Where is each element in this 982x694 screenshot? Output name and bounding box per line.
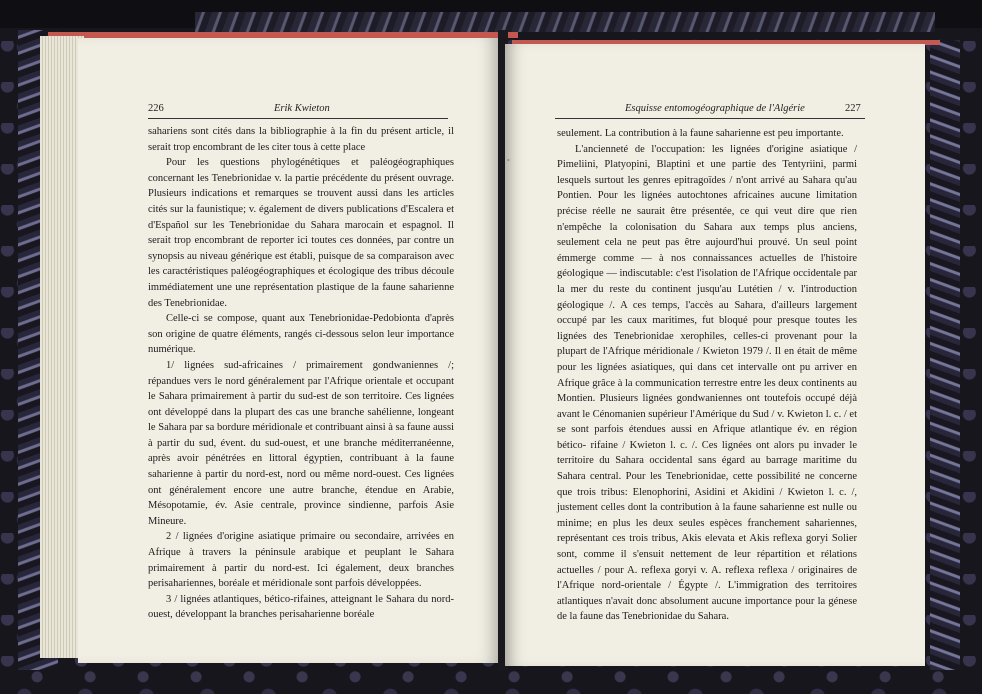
running-header-right: Esquisse entomogéographique de l'Algérie [625,103,805,114]
marbled-cover-top [195,12,935,32]
paragraph: L'ancienneté de l'occupation: les lignées d'origine asiatique / Pimeliini, Platyopini, Blaptini et une partie des Tentyriini, parmi lesquels surtout les genres epitragoïdes / n'ont arrivé au Sahara qu'au Pontien. Pour les lignées autochtones africaines aucune limitation précise réelle ne saurait être présentée, ce qui veut dire que rien n'empêche la colonisation du Sahara aux temps plus anciens, seulement cela ne peut pas être aujourd'hui prouvé. Un seul point émmerge comme — à nos connaissances actuelles de l'histoire géologique — indiscutable: c'est l'isolation de l'Afrique occidentale par la mer du reste du continent jusqu'au Lutétien / v. l'introduction géologique /. A ces temps, l'accès au Sahara, d'ailleurs largement occupé par les caux maritimes, fut bloqué pour presque toutes les lignées des Tenebrionidae xerophiles, celles-ci provenant pour la plupart de l'Afrique méridionale / Kwieton 1979 /. Il en était de même pour les lignées asiatiques, qui dans cet intervalle ont pu arriver en Afrique grâce à la communication terrestre entre les deux continents au Montien. Plusieurs lignées gondwaniennes ont toutefois occupé déjà avant le Cénomanien supérieur l'Amérique du Sud / v. Kwieton l. c. / et se sont parfois étendues aussi en Afrique atlantique év. en région bético- rifaine / Kwieton l. c. /. Ces lignées ont alors pu invader le territoire du Sahara occidental sans égard au barrage maritime du Sahara central. Pour les Tenebrionidae, cette possibilité ne concerne que trois tribus: Elenophorini, Asidini et Akidini / Kwieton l. c. /, justement celles dont la contribution à la faune saharienne est nulle ou minime; en plus les deux seules espèces franchement sahariennes, représentant ces trois tribus, Akis elevata et Akis reflexa goryi Solier sont, comme il s'ensuit nettement de leur répartition et rélations actuelles / pour A. reflexa goryi v. A. reflexa reflexa / originaires de l'Afrique nord-orientale / Égypte /. L'immigration des territoires atlantiques n'avait donc absolument aucune importance pour la génese de la faune das Tenebrionidae du Sahara. [557,143,857,623]
paragraph: 1/ lignées sud-africaines / primairement gondwaniennes /; répandues vers le nord généralement par l'Afrique orientale et occupant le Sahara primairement à partir du sud-est de son territoire. Ces lignées ont développé dans la plupart des cas une branche sahélienne, longeant le Sahara par sa bordure méridionale et contribuant ainsi à sa faune aussi à partir du sud, évent. du sud-ouest, et une branche méditerranéenne, après avoir pénétrées en littoral égyptien, contribuant à la faune saharienne à partir du nord-est, nord ou même nord-ouest. Ces lignées ont généralement encore une autre branche, étendue en Arabie, Mésopotamie, év. Asie centrale, province sindienne, parfois Asie Mineure. [148,359,454,527]
left-page-body [148,124,454,623]
page-number-left: 226 [148,103,164,114]
paragraph: sahariens sont cités dans la bibliographie à la fin du présent article, il serait trop encombrant de les citer tous à cette place [148,126,454,153]
running-header-left: Erik Kwieton [274,103,330,114]
paragraph: Celle-ci se compose, quant aux Tenebrionidae-Pedobionta d'après son origine de quatre éléments, rangés ci-dessous selon leur importance numérique. [148,313,454,356]
header-rule-right [555,118,865,119]
paragraph: 3 / lignées atlantiques, bético-rifaines, atteignant le Sahara du nord-ouest, développant la branches perisaharienne boréale [148,593,454,621]
header-rule-left [148,118,448,119]
marbled-cover-right [930,40,960,670]
right-page-body [557,126,857,625]
paragraph: Pour les questions phylogénétiques et paléogéographiques concernant les Tenebrionidae v. la partie précédente du présent ouvrage. Plusieurs indications et remarques se trouvent aussi dans les articles cités sur la faunistique; v. également de divers publications d'Escalera et d'Español sur les Tenebrionidae du Sahara marocain et espagnol. Il serait trop encombrant de reporter ici toutes ces données, par contre un synopsis au niveau générique est établi, puisque de sa comparaison avec les caractéristiques paléogéographiques et écologique des tribus découle immédiatement une une représentation plastique de la faune saharienne des Tenebrionidae. [148,157,454,309]
right-page [505,44,925,666]
margin-mark: • [507,156,510,165]
paragraph: 2 / lignées d'origine asiatique primaire ou secondaire, arrivées en Afrique à travers la péninsule arabique et peuplant le Sahara primairement à partir du nord-est. Ici également, deux branches perisahariennes, boréale et méridionale sont parfois développées. [148,531,454,590]
paragraph: seulement. La contribution à la faune saharienne est peu importante. [557,128,844,139]
left-page [78,38,502,663]
page-number-right: 227 [845,103,861,114]
